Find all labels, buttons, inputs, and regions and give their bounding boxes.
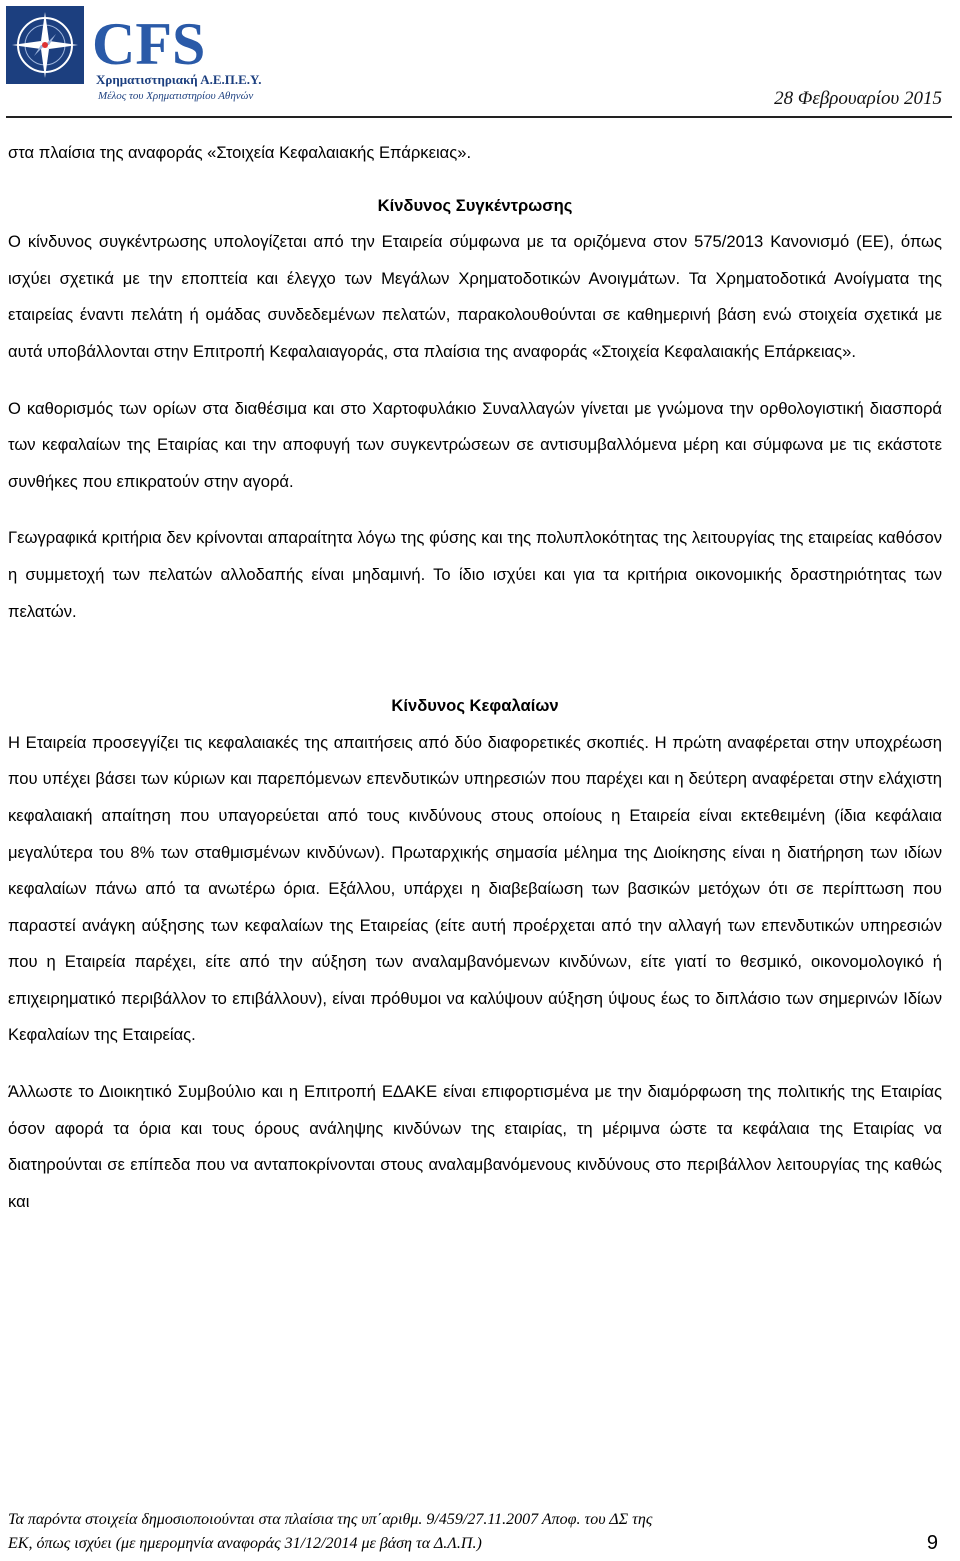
logo-subtitle: Χρηματιστηριακή Α.Ε.Π.Ε.Υ. <box>96 72 262 87</box>
continued-line: στα πλαίσια της αναφοράς «Στοιχεία Κεφαλαιακής Επάρκειας». <box>8 143 472 162</box>
header-date: 28 Φεβρουαρίου 2015 <box>774 88 942 109</box>
header-divider <box>6 116 952 118</box>
document-body <box>8 135 942 1220</box>
page-header <box>0 0 960 125</box>
paragraph-limits: Ο καθορισμός των ορίων στα διαθέσιμα και στο Χαρτοφυλάκιο Συναλλαγών γίνεται με γνώμονα την ορθολογιστική διασπορά των κεφαλαίων της Εταιρίας και την αποφυγή των συγκεντρώσεων σε αντισυμβαλλόμενα μέρη και σύμφωνα με τις εκάστοτε συνθήκες που επικρατούν στην αγορά. <box>8 398 942 491</box>
heading-capital-risk: Κίνδυνος Κεφαλαίων <box>391 696 559 716</box>
logo-member: Μέλος του Χρηματιστηρίου Αθηνών <box>98 90 254 102</box>
footer-note <box>8 1508 888 1556</box>
logo-cfs-text: CFS <box>92 11 206 77</box>
footer-line-1: Τα παρόντα στοιχεία δημοσιοποιούνται στα πλαίσια της υπ΄αριθμ. 9/459/27.11.2007 Αποφ. του ΔΣ της <box>8 1511 653 1528</box>
cfs-logo <box>6 6 262 106</box>
footer-line-2: ΕΚ, όπως ισχύει (με ημερομηνία αναφοράς 31/12/2014 με βάση τα Δ.Λ.Π.) <box>8 1535 482 1552</box>
page-footer <box>8 1508 952 1558</box>
heading-concentration-risk: Κίνδυνος Συγκέντρωσης <box>377 195 573 215</box>
paragraph-capital-risk: Η Εταιρεία προσεγγίζει τις κεφαλαιακές της απαιτήσεις από δύο διαφορετικές σκοπιές. Η πρώτη αναφέρεται στην υποχρέωση που υπέχει βάσει των κύριων και παρεπόμενων επενδυτικών υπηρεσιών που παρέχει και η δεύτερη αναφέρεται στην ελάχιστη κεφαλαιακή απαίτηση που υπαγορεύεται από τους κινδύνους στους οποίους η Εταιρεία είναι εκτεθειμένη (ίδια κεφάλαια μεγαλύτερα του 8% των σταθμισμένων κινδύνων). Πρωταρχικής σημασία μέλημα της Διοίκησης είναι η διατήρηση των ιδίων κεφαλαίων πάνω από τα ανωτέρω όρια. Εξάλλου, υπάρχει η διαβεβαίωση των βασικών μετόχων ότι σε περίπτωση που παραστεί ανάγκη αύξησης των κεφαλαίων της Εταιρείας (είτε αυτή προέρχεται από την αλλαγή των επενδυτικών υπηρεσιών που η Εταιρεία παρέχει, είτε από την αύξηση των αναλαμβανόμενων κινδύνων, είτε γιατί το θεσμικό, οικονομολογικό ή επιχειρηματικό περιβάλλον το επιβάλλουν), είναι πρόθυμοι να καλύψουν αύξηση ύψους έως το διπλάσιο των σημερινών Ιδίων Κεφαλαίων της Εταιρείας. <box>8 732 942 1045</box>
page-number: 9 <box>926 1532 938 1554</box>
paragraph-geographic: Γεωγραφικά κριτήρια δεν κρίνονται απαραίτητα λόγω της φύσης και της πολυπλοκότητας της λειτουργίας της εταιρείας καθόσον η συμμετοχή των πελατών αλλοδαπής είναι μηδαμινή. Το ίδιο ισχύει και για τα κριτήρια οικονομικής δραστηριότητας των πελατών. <box>8 528 942 621</box>
paragraph-concentration-risk: Ο κίνδυνος συγκέντρωσης υπολογίζεται από την Εταιρεία σύμφωνα με τα οριζόμενα στον 575/2013 Κανονισμό (ΕΕ), όπως ισχύει σχετικά με την εποπτεία και έλεγχο των Μεγάλων Χρηματοδοτικών Ανοιγμάτων. Τα Χρηματοδοτικά Ανοίγματα της εταιρείας έναντι πελάτη ή ομάδας συνδεδεμένων πελατών, παρακολουθούνται σε καθημερινή βάση ενώ στοιχεία σχετικά με αυτά υποβάλλονται στην Επιτροπή Κεφαλαιαγοράς, στα πλαίσια της αναφοράς «Στοιχεία Κεφαλαιακής Επάρκειας». <box>8 232 942 361</box>
paragraph-board: Άλλωστε το Διοικητικό Συμβούλιο και η Επιτροπή ΕΔΑΚΕ είναι επιφορτισμένα με την διαμόρφωση της πολιτικής της Εταιρίας όσον αφορά τα όρια και τους όρους ανάληψης κινδύνων της εταιρίας, τη μέριμνα ώστε τα κεφάλαια της Εταιρίας να διατηρούνται σε επίπεδα που να ανταποκρίνονται στους αναλαμβανόμενους κινδύνους στο περιβάλλον λειτουργίας της καθώς και <box>8 1082 942 1211</box>
